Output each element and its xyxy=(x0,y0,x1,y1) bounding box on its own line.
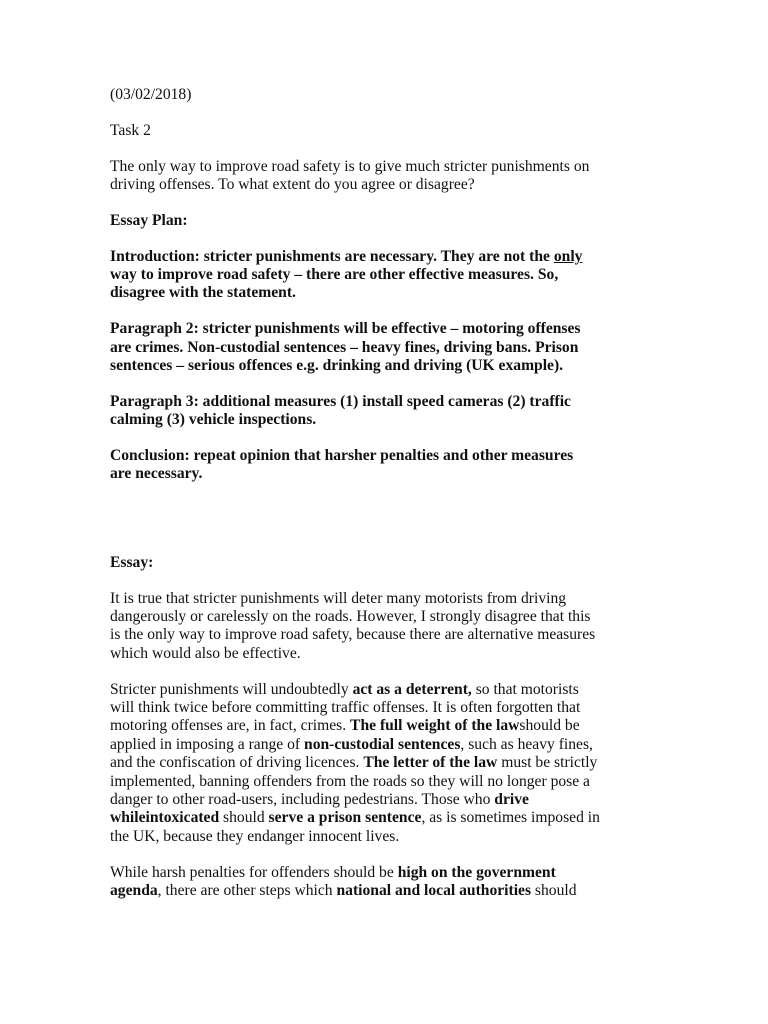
plan-line: are necessary. xyxy=(110,465,203,483)
plan-line: way to improve road safety – there are other effective measures. So, xyxy=(110,266,559,283)
task-text: Task 2 xyxy=(110,121,151,139)
essay-heading-text: Essay: xyxy=(110,553,154,571)
prompt-line: driving offenses. To what extent do you agree or disagree? xyxy=(110,176,475,193)
essay-line: which would also be effective. xyxy=(110,644,301,662)
bold-phrase: agenda xyxy=(110,882,158,900)
plan-heading-text: Essay Plan: xyxy=(110,211,188,229)
essay-text: , such as heavy fines, xyxy=(460,735,593,753)
essay-line: is the only way to improve road safety, because there are alternative measures xyxy=(110,626,596,644)
essay-line xyxy=(110,864,662,882)
plan-line: Paragraph 3: additional measures (1) install speed cameras (2) traffic xyxy=(110,392,571,410)
essay-text: While harsh penalties for offenders should be xyxy=(110,863,398,881)
essay-line: It is true that stricter punishments will deter many motorists from driving xyxy=(110,589,567,607)
essay-line xyxy=(110,736,662,754)
essay-text: should xyxy=(219,809,269,827)
document-date xyxy=(110,86,662,104)
plan-line xyxy=(110,248,662,266)
essay-text: applied in imposing a range of xyxy=(110,735,305,753)
bold-phrase: national and local authorities xyxy=(336,882,532,900)
document-page xyxy=(110,86,662,918)
essay-line xyxy=(110,809,662,827)
essay-text: should xyxy=(531,882,577,900)
plan-line: sentences – serious offences e.g. drinking and driving (UK example). xyxy=(110,357,564,375)
essay-text: must be strictly xyxy=(497,754,598,772)
bold-phrase: high on the government xyxy=(397,863,556,881)
essay-text: motoring offenses are, in fact, crimes. xyxy=(110,717,351,735)
essay-text: and the confiscation of driving licences. xyxy=(110,754,364,772)
essay-prompt xyxy=(110,158,662,195)
essay-line: dangerously or carelessly on the roads. However, I strongly disagree that this xyxy=(110,608,591,626)
essay-text: , there are other steps which xyxy=(157,882,337,900)
task-label xyxy=(110,122,662,140)
essay-paragraph-1 xyxy=(110,590,662,664)
date-text: (03/02/2018) xyxy=(110,86,192,103)
plan-text: Introduction: stricter punishments are necessary. They are not the xyxy=(110,247,554,265)
bold-phrase: drive xyxy=(494,791,529,809)
essay-line xyxy=(110,791,662,809)
bold-phrase: The full weight of the law xyxy=(350,717,520,735)
essay-line xyxy=(110,754,662,772)
plan-conclusion xyxy=(110,447,662,484)
essay-text: , as is sometimes imposed in xyxy=(421,809,600,827)
plan-line: calming (3) vehicle inspections. xyxy=(110,411,317,429)
bold-phrase: act as a deterrent, xyxy=(352,680,472,698)
plan-paragraph-2 xyxy=(110,320,662,375)
essay-text: should be xyxy=(519,717,580,735)
bold-phrase: The letter of the law xyxy=(363,754,498,772)
essay-line xyxy=(110,717,662,735)
plan-heading xyxy=(110,212,662,230)
bold-phrase: whileintoxicated xyxy=(110,809,220,827)
essay-paragraph-3 xyxy=(110,864,662,901)
plan-line: Paragraph 2: stricter punishments will be effective – motoring offenses xyxy=(110,320,581,338)
essay-paragraph-2 xyxy=(110,681,662,847)
essay-heading xyxy=(110,554,662,572)
essay-text: Stricter punishments will undoubtedly xyxy=(110,680,353,698)
prompt-line: The only way to improve road safety is to give much stricter punishments on xyxy=(110,157,590,175)
essay-line xyxy=(110,882,662,900)
bold-phrase: serve a prison sentence xyxy=(268,809,422,827)
plan-line: disagree with the statement. xyxy=(110,284,296,302)
plan-line: are crimes. Non-custodial sentences – heavy fines, driving bans. Prison xyxy=(110,338,579,356)
essay-line: implemented, banning offenders from the roads so they will no longer pose a xyxy=(110,772,590,790)
essay-text: danger to other road-users, including pedestrians. Those who xyxy=(110,791,495,809)
plan-introduction xyxy=(110,248,662,303)
essay-line xyxy=(110,681,662,699)
essay-line: will think twice before committing traffic offenses. It is often forgotten that xyxy=(110,699,581,717)
essay-line: the UK, because they endanger innocent lives. xyxy=(110,827,400,845)
plan-line: Conclusion: repeat opinion that harsher penalties and other measures xyxy=(110,447,574,465)
bold-phrase: non-custodial sentences xyxy=(304,735,461,753)
plan-paragraph-3 xyxy=(110,393,662,430)
underlined-word: only xyxy=(553,247,583,265)
essay-text: so that motorists xyxy=(471,680,579,698)
